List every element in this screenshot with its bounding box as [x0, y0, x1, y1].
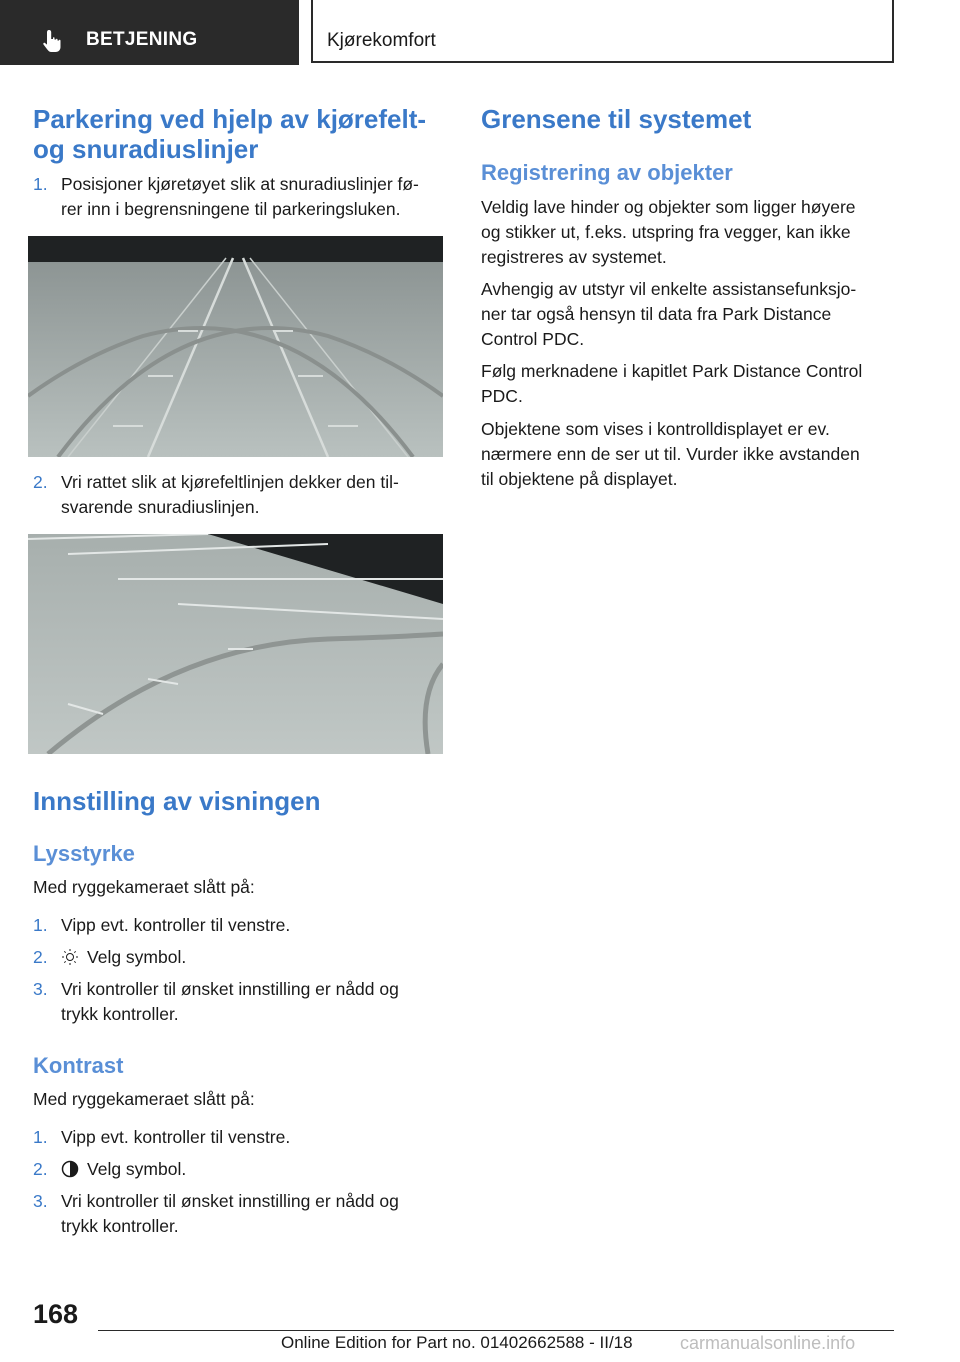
contrast-icon — [61, 1160, 79, 1178]
hand-pointer-icon — [40, 28, 66, 54]
chapter-tab — [311, 0, 894, 63]
list-text: trykk kontroller. — [61, 1004, 179, 1024]
list-number: 1. — [33, 915, 48, 935]
paragraph — [481, 277, 856, 352]
list-text: Posisjoner kjøretøyet slik at snuradiuslinjer fø- — [61, 174, 419, 194]
watermark: carmanualsonline.info — [680, 1333, 856, 1353]
paragraph-line: Objektene som vises i kontrolldisplayet er ev. — [481, 419, 830, 439]
paragraph-line: registreres av systemet. — [481, 247, 667, 267]
list-number: 1. — [33, 174, 48, 194]
list-text: rer inn i begrensningene til parkeringsluken. — [61, 199, 401, 219]
paragraph-line: Control PDC. — [481, 329, 585, 349]
paragraph-line: ner tar også hensyn til data fra Park Distance — [481, 304, 832, 324]
heading-line-1: Parkering ved hjelp av kjørefelt- — [33, 104, 427, 134]
paragraph-line: Veldig lave hinder og objekter som ligger høyere — [481, 197, 856, 217]
list-number: 2. — [33, 1159, 48, 1179]
paragraph-line: nærmere enn de ser ut til. Vurder ikke avstanden — [481, 444, 860, 464]
camera-view-image-1 — [28, 236, 443, 457]
brightness-intro: Med ryggekameraet slått på: — [33, 877, 255, 897]
contrast-intro: Med ryggekameraet slått på: — [33, 1089, 255, 1109]
footer-divider — [98, 1330, 894, 1331]
paragraph — [481, 359, 862, 409]
list-text: Velg symbol. — [87, 1159, 187, 1179]
list-number: 3. — [33, 979, 48, 999]
paragraph-line: PDC. — [481, 386, 523, 406]
edition-text: Online Edition for Part no. 01402662588 - II/18 — [281, 1333, 633, 1352]
subheading-contrast: Kontrast — [33, 1053, 124, 1078]
paragraph-line: Avhengig av utstyr vil enkelte assistansefunksjo- — [481, 279, 857, 299]
section-title: BETJENING — [86, 29, 198, 50]
paragraph-line: Følg merknadene i kapitlet Park Distance Control — [481, 361, 863, 381]
list-text: Vri kontroller til ønsket innstilling er nådd og — [61, 1191, 399, 1211]
sun-icon — [61, 948, 79, 966]
heading-system-limits: Grensene til systemet — [481, 104, 752, 134]
subheading-object-detection: Registrering av objekter — [481, 160, 733, 185]
list-text: Vri kontroller til ønsket innstilling er nådd og — [61, 979, 399, 999]
camera-view-image-2 — [28, 534, 443, 754]
paragraph — [481, 417, 860, 492]
list-text: Vipp evt. kontroller til venstre. — [61, 1127, 291, 1147]
list-text: Velg symbol. — [87, 947, 187, 967]
list-number: 2. — [33, 472, 48, 492]
paragraph-line: og stikker ut, f.eks. utspring fra vegger, kan ikke — [481, 222, 851, 242]
list-text: Vri rattet slik at kjørefeltlinjen dekker den til- — [61, 472, 399, 492]
list-number: 3. — [33, 1191, 48, 1211]
chapter-title: Kjørekomfort — [327, 30, 436, 51]
section-tab — [0, 0, 299, 65]
list-text: Vipp evt. kontroller til venstre. — [61, 915, 291, 935]
paragraph — [481, 195, 856, 270]
heading-parking-lines — [33, 104, 426, 164]
heading-display-settings: Innstilling av visningen — [33, 786, 321, 816]
list-text: trykk kontroller. — [61, 1216, 179, 1236]
list-number: 1. — [33, 1127, 48, 1147]
subheading-brightness: Lysstyrke — [33, 841, 135, 866]
heading-line-2: og snuradiuslinjer — [33, 134, 259, 164]
list-number: 2. — [33, 947, 48, 967]
paragraph-line: til objektene på displayet. — [481, 469, 678, 489]
page-number: 168 — [33, 1299, 79, 1329]
list-text: svarende snuradiuslinjen. — [61, 497, 260, 517]
